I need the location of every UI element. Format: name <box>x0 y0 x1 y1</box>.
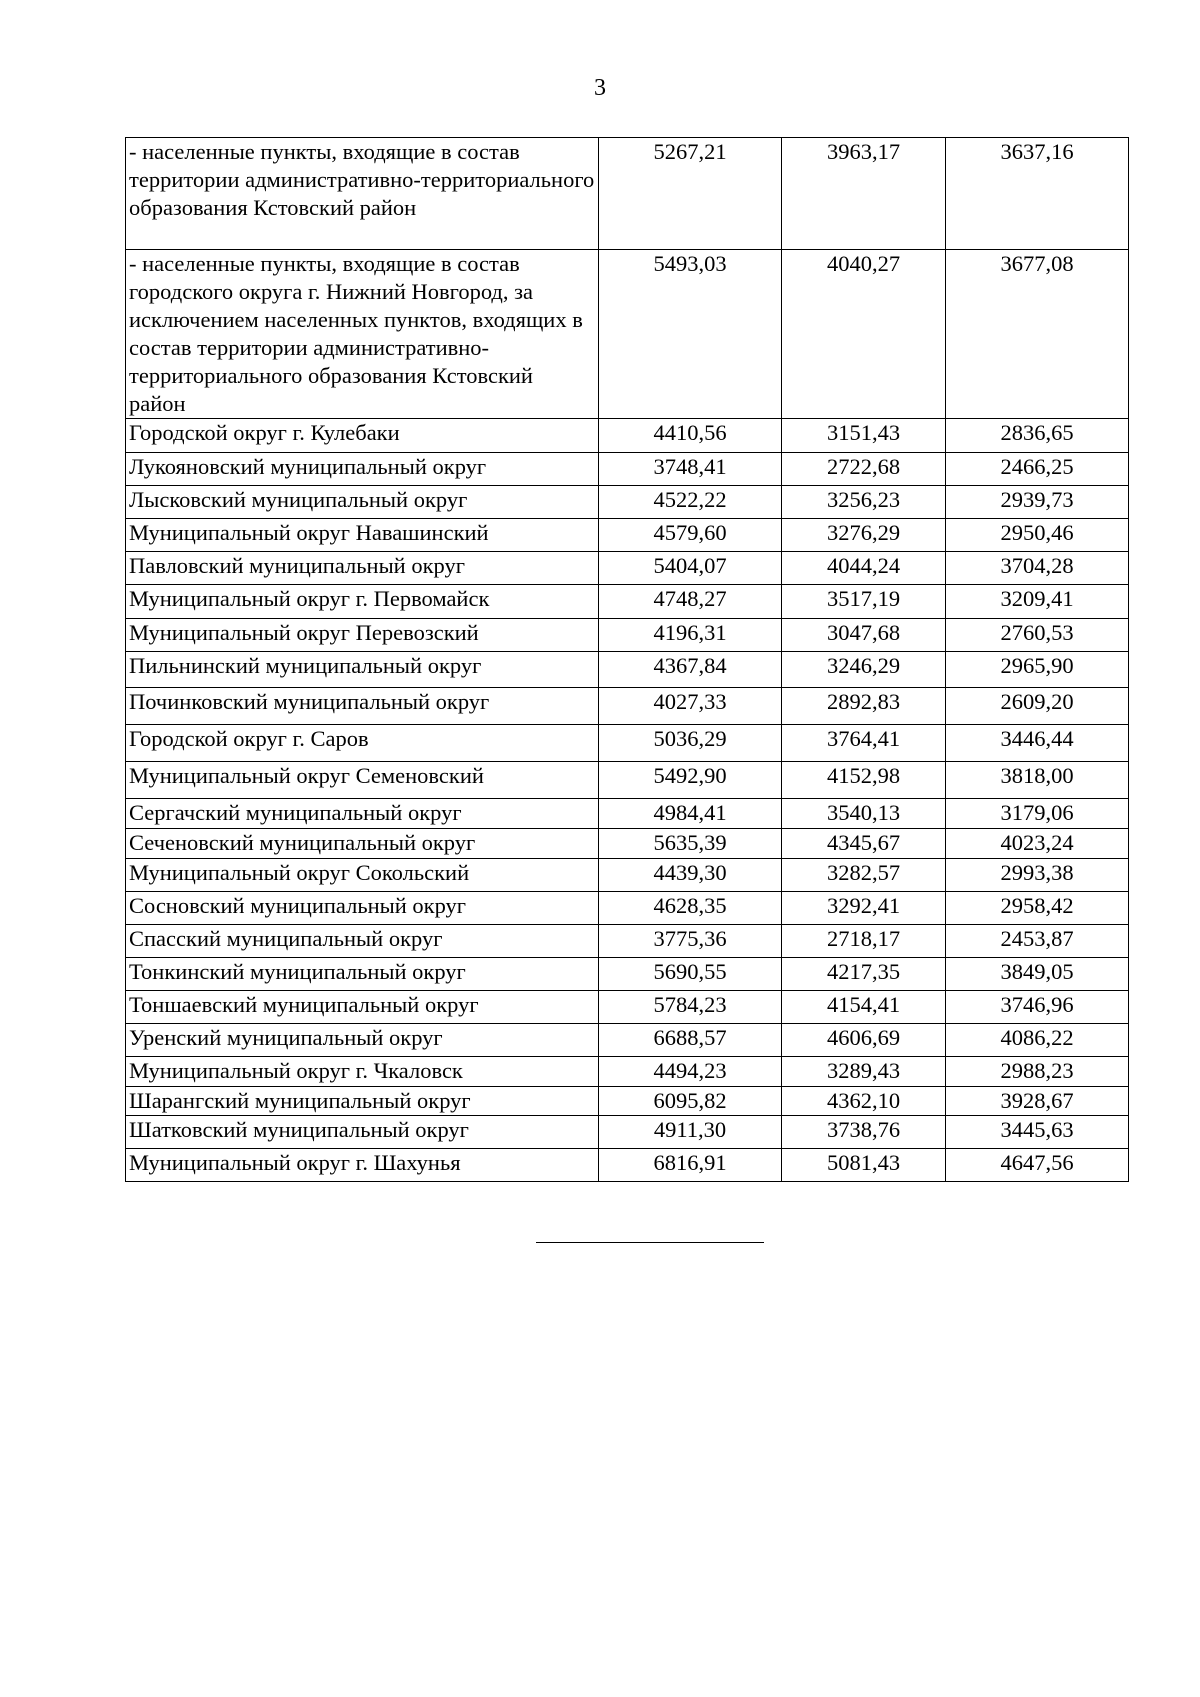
table-row <box>126 925 1129 958</box>
table-row <box>126 688 1129 725</box>
table-row <box>126 725 1129 762</box>
territory-name-cell: Сеченовский муниципальный округ <box>126 829 599 859</box>
value-cell-1: 4748,27 <box>599 585 782 619</box>
value-cell-1: 4410,56 <box>599 419 782 453</box>
value-cell-2: 3764,41 <box>782 725 946 762</box>
table-row <box>126 1149 1129 1182</box>
value-cell-2: 4154,41 <box>782 991 946 1024</box>
value-cell-2: 3047,68 <box>782 619 946 652</box>
value-cell-1: 5493,03 <box>599 250 782 419</box>
value-cell-2: 3276,29 <box>782 519 946 552</box>
value-cell-1: 3748,41 <box>599 453 782 486</box>
value-cell-2: 2892,83 <box>782 688 946 725</box>
value-cell-2: 2718,17 <box>782 925 946 958</box>
value-cell-1: 4196,31 <box>599 619 782 652</box>
table-row <box>126 619 1129 652</box>
value-cell-1: 6688,57 <box>599 1024 782 1057</box>
tariff-table <box>125 137 1129 1182</box>
value-cell-2: 4040,27 <box>782 250 946 419</box>
value-cell-1: 4522,22 <box>599 486 782 519</box>
value-cell-1: 4628,35 <box>599 892 782 925</box>
value-cell-3: 3746,96 <box>946 991 1129 1024</box>
value-cell-2: 3151,43 <box>782 419 946 453</box>
value-cell-1: 4367,84 <box>599 652 782 688</box>
territory-name-cell: Тоншаевский муниципальный округ <box>126 991 599 1024</box>
value-cell-3: 2965,90 <box>946 652 1129 688</box>
value-cell-1: 3775,36 <box>599 925 782 958</box>
value-cell-1: 5784,23 <box>599 991 782 1024</box>
value-cell-2: 3540,13 <box>782 799 946 829</box>
value-cell-1: 4911,30 <box>599 1116 782 1149</box>
value-cell-2: 4152,98 <box>782 762 946 799</box>
page-number: 3 <box>594 75 606 101</box>
value-cell-3: 4086,22 <box>946 1024 1129 1057</box>
value-cell-3: 4023,24 <box>946 829 1129 859</box>
value-cell-2: 2722,68 <box>782 453 946 486</box>
value-cell-1: 5267,21 <box>599 138 782 250</box>
value-cell-1: 4494,23 <box>599 1057 782 1087</box>
value-cell-2: 3289,43 <box>782 1057 946 1087</box>
value-cell-1: 5690,55 <box>599 958 782 991</box>
table-row <box>126 762 1129 799</box>
value-cell-3: 3209,41 <box>946 585 1129 619</box>
value-cell-3: 3446,44 <box>946 725 1129 762</box>
territory-name-cell: Пильнинский муниципальный округ <box>126 652 599 688</box>
territory-name-cell: Шатковский муниципальный округ <box>126 1116 599 1149</box>
value-cell-1: 4579,60 <box>599 519 782 552</box>
value-cell-1: 6095,82 <box>599 1087 782 1116</box>
table-row <box>126 453 1129 486</box>
value-cell-3: 2609,20 <box>946 688 1129 725</box>
table-body <box>126 138 1129 1182</box>
territory-name-cell: Лысковский муниципальный округ <box>126 486 599 519</box>
territory-name-cell: Муниципальный округ г. Шахунья <box>126 1149 599 1182</box>
value-cell-2: 4345,67 <box>782 829 946 859</box>
territory-name-cell: - населенные пункты, входящие в состав городского округа г. Нижний Новгород, за исключением населенных пунктов, входящих в состав территории административно-территориального образования Кстовский район <box>126 250 599 419</box>
value-cell-3: 4647,56 <box>946 1149 1129 1182</box>
value-cell-3: 3928,67 <box>946 1087 1129 1116</box>
table-row <box>126 652 1129 688</box>
territory-name-cell: Лукояновский муниципальный округ <box>126 453 599 486</box>
value-cell-1: 5036,29 <box>599 725 782 762</box>
value-cell-2: 3292,41 <box>782 892 946 925</box>
territory-name-cell: Муниципальный округ Навашинский <box>126 519 599 552</box>
value-cell-3: 3637,16 <box>946 138 1129 250</box>
territory-name-cell: Муниципальный округ Семеновский <box>126 762 599 799</box>
territory-name-cell: - населенные пункты, входящие в состав территории административно-территориального образования Кстовский район <box>126 138 599 250</box>
value-cell-2: 4044,24 <box>782 552 946 585</box>
table-row <box>126 552 1129 585</box>
territory-name-cell: Сосновский муниципальный округ <box>126 892 599 925</box>
territory-name-cell: Тонкинский муниципальный округ <box>126 958 599 991</box>
value-cell-3: 2939,73 <box>946 486 1129 519</box>
value-cell-1: 5492,90 <box>599 762 782 799</box>
value-cell-2: 3246,29 <box>782 652 946 688</box>
value-cell-3: 3179,06 <box>946 799 1129 829</box>
territory-name-cell: Городской округ г. Саров <box>126 725 599 762</box>
end-divider <box>536 1242 764 1243</box>
table-row <box>126 829 1129 859</box>
value-cell-1: 4984,41 <box>599 799 782 829</box>
value-cell-3: 3677,08 <box>946 250 1129 419</box>
territory-name-cell: Муниципальный округ г. Чкаловск <box>126 1057 599 1087</box>
territory-name-cell: Муниципальный округ г. Первомайск <box>126 585 599 619</box>
value-cell-3: 3704,28 <box>946 552 1129 585</box>
territory-name-cell: Павловский муниципальный округ <box>126 552 599 585</box>
value-cell-1: 5404,07 <box>599 552 782 585</box>
table-row <box>126 958 1129 991</box>
value-cell-3: 3818,00 <box>946 762 1129 799</box>
table-row <box>126 1024 1129 1057</box>
value-cell-2: 3963,17 <box>782 138 946 250</box>
table-row <box>126 1116 1129 1149</box>
territory-name-cell: Городской округ г. Кулебаки <box>126 419 599 453</box>
territory-name-cell: Починковский муниципальный округ <box>126 688 599 725</box>
territory-name-cell: Уренский муниципальный округ <box>126 1024 599 1057</box>
value-cell-2: 5081,43 <box>782 1149 946 1182</box>
value-cell-3: 2958,42 <box>946 892 1129 925</box>
value-cell-3: 2993,38 <box>946 859 1129 892</box>
value-cell-2: 4362,10 <box>782 1087 946 1116</box>
value-cell-3: 2950,46 <box>946 519 1129 552</box>
value-cell-3: 3849,05 <box>946 958 1129 991</box>
value-cell-1: 5635,39 <box>599 829 782 859</box>
value-cell-1: 6816,91 <box>599 1149 782 1182</box>
territory-name-cell: Муниципальный округ Перевозский <box>126 619 599 652</box>
territory-name-cell: Шарангский муниципальный округ <box>126 1087 599 1116</box>
table-row <box>126 799 1129 829</box>
table-row <box>126 585 1129 619</box>
value-cell-1: 4439,30 <box>599 859 782 892</box>
table-row <box>126 859 1129 892</box>
table-row <box>126 250 1129 419</box>
territory-name-cell: Сергачский муниципальный округ <box>126 799 599 829</box>
table-row <box>126 1087 1129 1116</box>
value-cell-2: 4217,35 <box>782 958 946 991</box>
territory-name-cell: Спасский муниципальный округ <box>126 925 599 958</box>
table-row <box>126 486 1129 519</box>
value-cell-2: 3738,76 <box>782 1116 946 1149</box>
table-row <box>126 991 1129 1024</box>
value-cell-1: 4027,33 <box>599 688 782 725</box>
table-row <box>126 1057 1129 1087</box>
value-cell-3: 2988,23 <box>946 1057 1129 1087</box>
value-cell-2: 3517,19 <box>782 585 946 619</box>
value-cell-2: 4606,69 <box>782 1024 946 1057</box>
value-cell-3: 2836,65 <box>946 419 1129 453</box>
table-row <box>126 419 1129 453</box>
table-row <box>126 519 1129 552</box>
value-cell-3: 3445,63 <box>946 1116 1129 1149</box>
value-cell-2: 3256,23 <box>782 486 946 519</box>
table-row <box>126 892 1129 925</box>
table-row <box>126 138 1129 250</box>
value-cell-3: 2466,25 <box>946 453 1129 486</box>
value-cell-3: 2453,87 <box>946 925 1129 958</box>
territory-name-cell: Муниципальный округ Сокольский <box>126 859 599 892</box>
value-cell-2: 3282,57 <box>782 859 946 892</box>
value-cell-3: 2760,53 <box>946 619 1129 652</box>
